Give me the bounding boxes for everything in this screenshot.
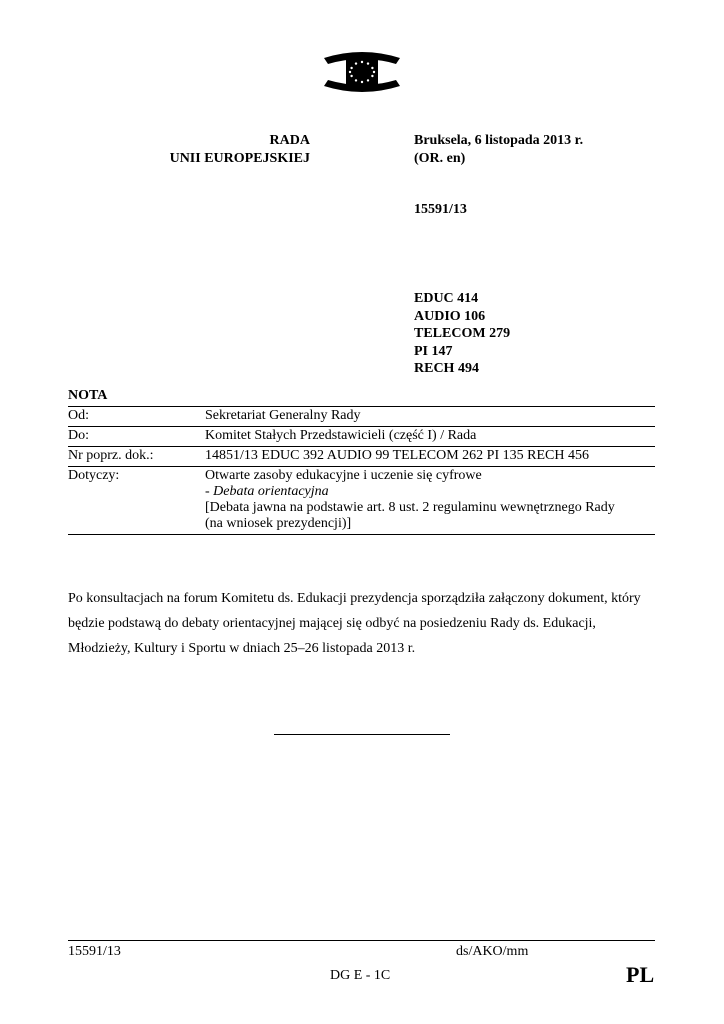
value-line: 14851/13 EDUC 392 AUDIO 99 TELECOM 262 PI 135 RECH 456 [205,448,589,463]
eu-council-emblem-icon [318,50,406,94]
footer-language: PL [626,962,655,987]
code-line: TELECOM 279 [414,326,511,341]
row-label: Dotyczy: [68,467,205,535]
code-line: PI 147 [414,343,453,359]
value-line: Otwarte zasoby edukacyjne i uczenie się cyfrowe [205,468,482,483]
row-label: Nr poprz. dok.: [68,447,205,467]
value-line: [Debata jawna na podstawie art. 8 ust. 2 regulaminu wewnętrznego Rady [205,500,615,515]
row-value [205,447,655,467]
classification-codes [414,290,510,378]
issuer-block [150,132,310,168]
issuer-line-2: UNII EUROPEJSKIEJ [169,151,310,166]
table-row [68,467,655,535]
table-row [68,407,655,427]
original-language: (OR. en) [414,151,466,166]
nota-title: NOTA [68,388,108,403]
code-line: RECH 494 [414,361,479,376]
footer-initials: ds/AKO/mm [456,944,529,959]
value-line: Sekretariat Generalny Rady [205,408,361,423]
row-label: Od: [68,407,205,427]
value-line: Komitet Stałych Przedstawicieli (część I) / Rada [205,428,477,443]
issuer-line-1: RADA [269,133,310,148]
body-paragraph: Po konsultacjach na forum Komitetu ds. Edukacji prezydencja sporządziła załączony dokument, który będzie podstawą do debaty orientacyjnej mającej się odbyć na posiedzeniu Rady ds. Edukacji, Młodzieży, Kultury i Sportu w dniach 25–26 listopada 2013 r. [68,591,641,656]
table-row [68,427,655,447]
value-line: - Debata orientacyjna [205,484,329,499]
row-value [205,427,655,447]
separator-line [274,734,450,735]
document-number: 15591/13 [414,202,467,217]
footer-doc-ref: 15591/13 [68,944,121,959]
table-row [68,447,655,467]
footer-department: DG E - 1C [330,968,391,983]
value-line: (na wniosek prezydencji)] [205,516,352,531]
date-line: Bruksela, 6 listopada 2013 r. [414,133,584,148]
nota-metadata-table [68,406,655,535]
row-value [205,407,655,427]
row-label: Do: [68,427,205,447]
date-block [414,132,583,168]
row-value [205,467,655,535]
footer-divider [68,940,655,941]
code-line: AUDIO 106 [414,308,486,324]
code-line: EDUC 414 [414,291,479,306]
